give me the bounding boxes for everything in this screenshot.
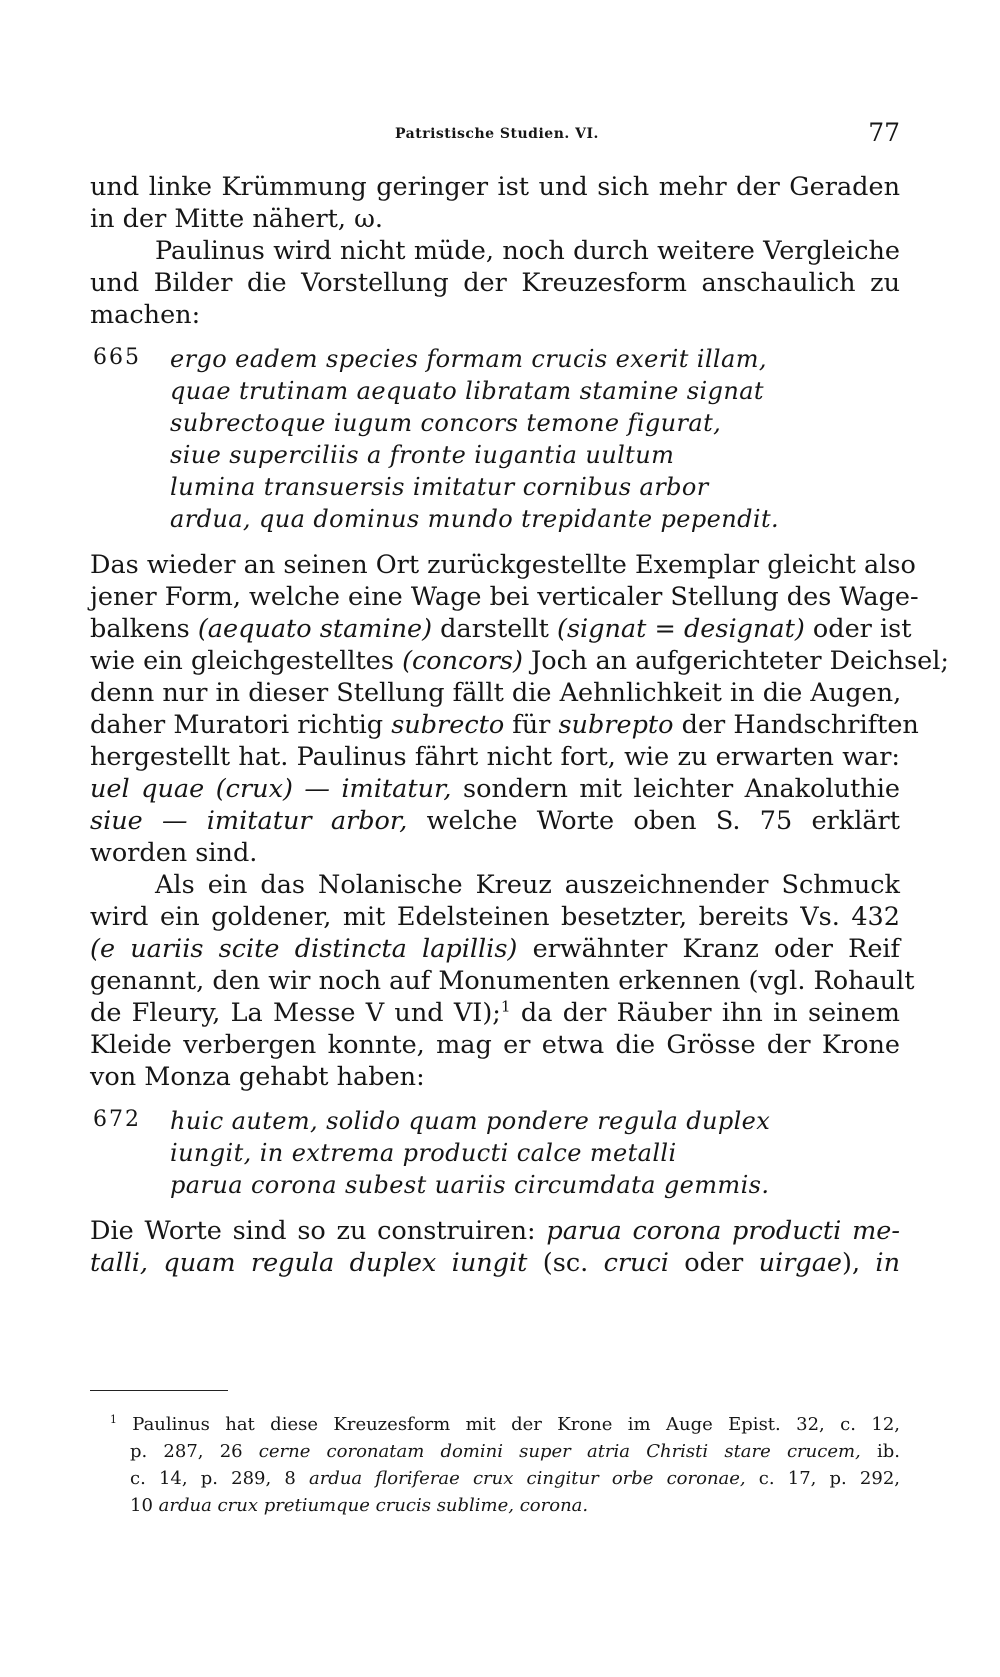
text-line: wird ein goldener, mit Edelsteinen besetzter, bereits Vs. 432 xyxy=(90,902,900,932)
verse-line: ergo eadem species formam crucis exerit illam, xyxy=(170,345,767,373)
text-line: worden sind. xyxy=(90,838,258,868)
text-line: Das wieder an seinen Ort zurückgestellte Exemplar gleicht also xyxy=(90,550,916,580)
verse-line: subrectoque iugum concors temone figurat, xyxy=(170,409,722,437)
footnote-rule xyxy=(90,1390,228,1391)
verse-line: lumina transuersis imitatur cornibus arbor xyxy=(170,473,709,501)
page-number: 77 xyxy=(868,118,900,147)
footnote-line: $^1$ Paulinus hat diese Kreuzesform mit der Krone im Auge Epist. 32, c. 12, xyxy=(110,1413,900,1435)
footnote-marker: 1 xyxy=(110,1413,117,1426)
page-header xyxy=(90,118,900,152)
text-line: (e uariis scite distincta lapillis) erwähnter Kranz oder Reif xyxy=(90,934,900,964)
verse-number: 665 xyxy=(93,345,141,370)
text-line: jener Form, welche eine Wage bei verticaler Stellung des Wage- xyxy=(90,582,919,612)
text-line: in der Mitte nähert, ω. xyxy=(90,204,384,234)
verse-line: siue superciliis a fronte iugantia uultum xyxy=(170,441,675,469)
text-line: talli, quam regula duplex iungit (sc. cruci oder uirgae), in xyxy=(90,1248,901,1278)
text-line: de Fleury, La Messe V und VI);$^1$ da der Räuber ihn in seinem xyxy=(90,997,900,1028)
text-line: und linke Krümmung geringer ist und sich mehr der Geraden xyxy=(90,172,900,202)
footnote-line: p. 287, 26 cerne coronatam domini super atria Christi stare crucem, ib. xyxy=(130,1441,900,1462)
text-line: Paulinus wird nicht müde, noch durch weitere Vergleiche xyxy=(155,236,900,266)
verse-number: 672 xyxy=(93,1107,141,1132)
text-line: hergestellt hat. Paulinus fährt nicht fort, wie zu erwarten war: xyxy=(90,742,900,772)
running-title: Patristische Studien. VI. xyxy=(395,126,599,142)
text-line: daher Muratori richtig subrecto für subrepto der Handschriften xyxy=(90,710,919,740)
text-line: wie ein gleichgestelltes (concors) Joch an aufgerichteter Deichsel; xyxy=(90,646,949,676)
verse-line: parua corona subest uariis circumdata gemmis. xyxy=(170,1171,770,1199)
footnote-line: c. 14, p. 289, 8 ardua floriferae crux cingitur orbe coronae, c. 17, p. 292, xyxy=(130,1468,901,1489)
text-line: uel quae (crux) — imitatur, sondern mit leichter Anakoluthie xyxy=(90,774,900,804)
verse-line: iungit, in extrema producti calce metalli xyxy=(170,1139,677,1167)
text-line: genannt, den wir noch auf Monumenten erkennen (vgl. Rohault xyxy=(90,966,915,996)
text-line: und Bilder die Vorstellung der Kreuzesform anschaulich zu xyxy=(90,268,900,298)
text-line: von Monza gehabt haben: xyxy=(90,1062,425,1092)
verse-line: quae trutinam aequato libratam stamine signat xyxy=(170,377,764,405)
text-line: denn nur in dieser Stellung fällt die Aehnlichkeit in die Augen, xyxy=(90,678,902,708)
footnote-line: 10 ardua crux pretiumque crucis sublime, corona. xyxy=(130,1495,589,1516)
text-line: Als ein das Nolanische Kreuz auszeichnender Schmuck xyxy=(155,870,900,900)
text-line: Die Worte sind so zu construiren: parua corona producti me- xyxy=(90,1216,900,1246)
verse-line: ardua, qua dominus mundo trepidante pependit. xyxy=(170,505,780,533)
text-line: balkens (aequato stamine) darstellt (signat = designat) oder ist xyxy=(90,614,912,644)
text-line: siue — imitatur arbor, welche Worte oben S. 75 erklärt xyxy=(90,806,900,836)
text-line: Kleide verbergen konnte, mag er etwa die Grösse der Krone xyxy=(90,1030,900,1060)
verse-line: huic autem, solido quam pondere regula duplex xyxy=(170,1107,771,1135)
text-line: machen: xyxy=(90,300,201,330)
footnote-ref: 1 xyxy=(500,997,511,1016)
